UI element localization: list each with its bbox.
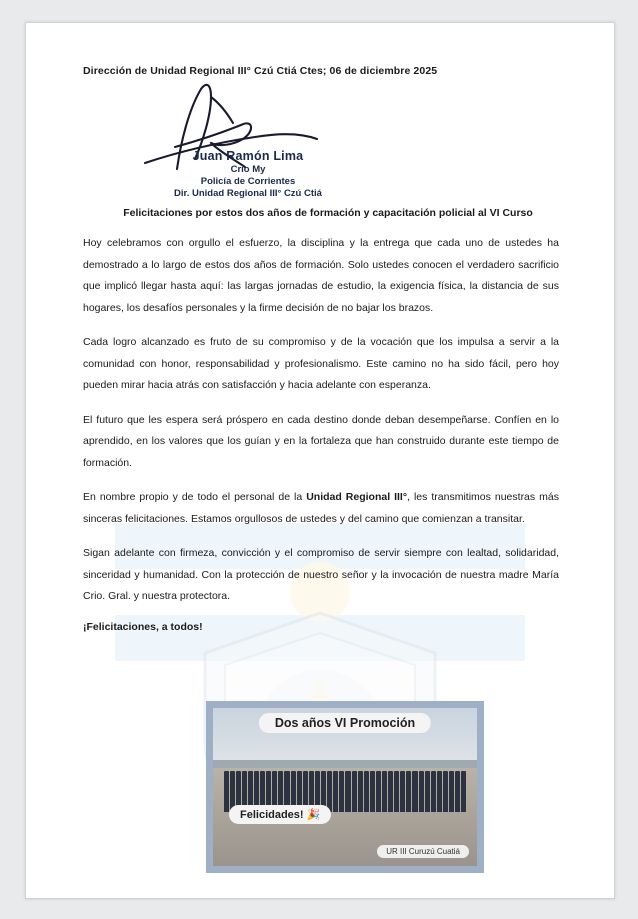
signature-rank: Crio My	[230, 164, 266, 175]
document-title: Felicitaciones por estos dos años de formación y capacitación policial al VI Curso	[123, 207, 533, 219]
document-heading: Dirección de Unidad Regional III° Czú Ctiá Ctes; 06 de diciembre 2025	[83, 65, 438, 77]
signature-name: Juan Ramón Lima	[192, 149, 304, 163]
photo-card	[206, 701, 484, 873]
signature-block	[83, 83, 559, 205]
paragraph-4-suffix: , les transmitimos nuestras más sinceras felicitaciones. Estamos orgullosos de ustedes y del camino que comienzan a transitar.	[83, 491, 559, 525]
photo-mid-text: Felicidades!	[240, 809, 304, 821]
party-emoji-icon: 🎉	[306, 809, 321, 821]
paragraph-2: Cada logro alcanzado es fruto de su compromiso y de la vocación que los impulsa a servir a la comunidad con honor, responsabilidad y profesionalismo. Este camino no ha sido fácil, pero hoy pueden mirar hacia atrás con satisfacción y hacia adelante con esperanza.	[83, 336, 559, 392]
photo-mid-caption	[229, 805, 331, 824]
paragraph-5: Sigan adelante con firmeza, convicción y el compromiso de servir siempre con lealtad, solidaridad, sinceridad y humanidad. Con la protección de nuestro señor y la invocación de nuestra madre María Crio. Gral. y nuestra protectora.	[83, 547, 559, 603]
document-page	[25, 22, 615, 899]
photo-top-caption: Dos años VI Promoción	[259, 713, 431, 733]
document-content	[26, 23, 614, 898]
photo-bottom-caption: UR III Curuzú Cuatiá	[377, 845, 469, 858]
paragraph-4	[83, 487, 559, 530]
document-closing: ¡Felicitaciones, a todos!	[83, 620, 203, 633]
paragraph-4-prefix: En nombre propio y de todo el personal de la	[83, 491, 307, 504]
signature-unit: Dir. Unidad Regional III° Czú Ctiá	[174, 188, 322, 199]
signature-force: Policía de Corrientes	[200, 176, 296, 187]
group-photo	[213, 708, 477, 866]
paragraph-1: Hoy celebramos con orgullo el esfuerzo, la disciplina y la entrega que cada uno de ustedes ha demostrado a lo largo de estos dos años de formación. Solo ustedes conocen el verdadero sacrificio que implicó llegar hasta aquí: las largas jornadas de estudio, la exigencia física, la distancia de sus hogares, los desafíos personales y la firme decisión de no bajar los brazos.	[83, 237, 559, 314]
paragraph-3: El futuro que les espera será próspero en cada destino donde deban desempeñarse. Confíen en lo aprendido, en los valores que los guían y en la fortaleza que han construido durante este tiempo de formación.	[83, 413, 559, 469]
paragraph-4-unit: Unidad Regional III°	[306, 491, 408, 504]
